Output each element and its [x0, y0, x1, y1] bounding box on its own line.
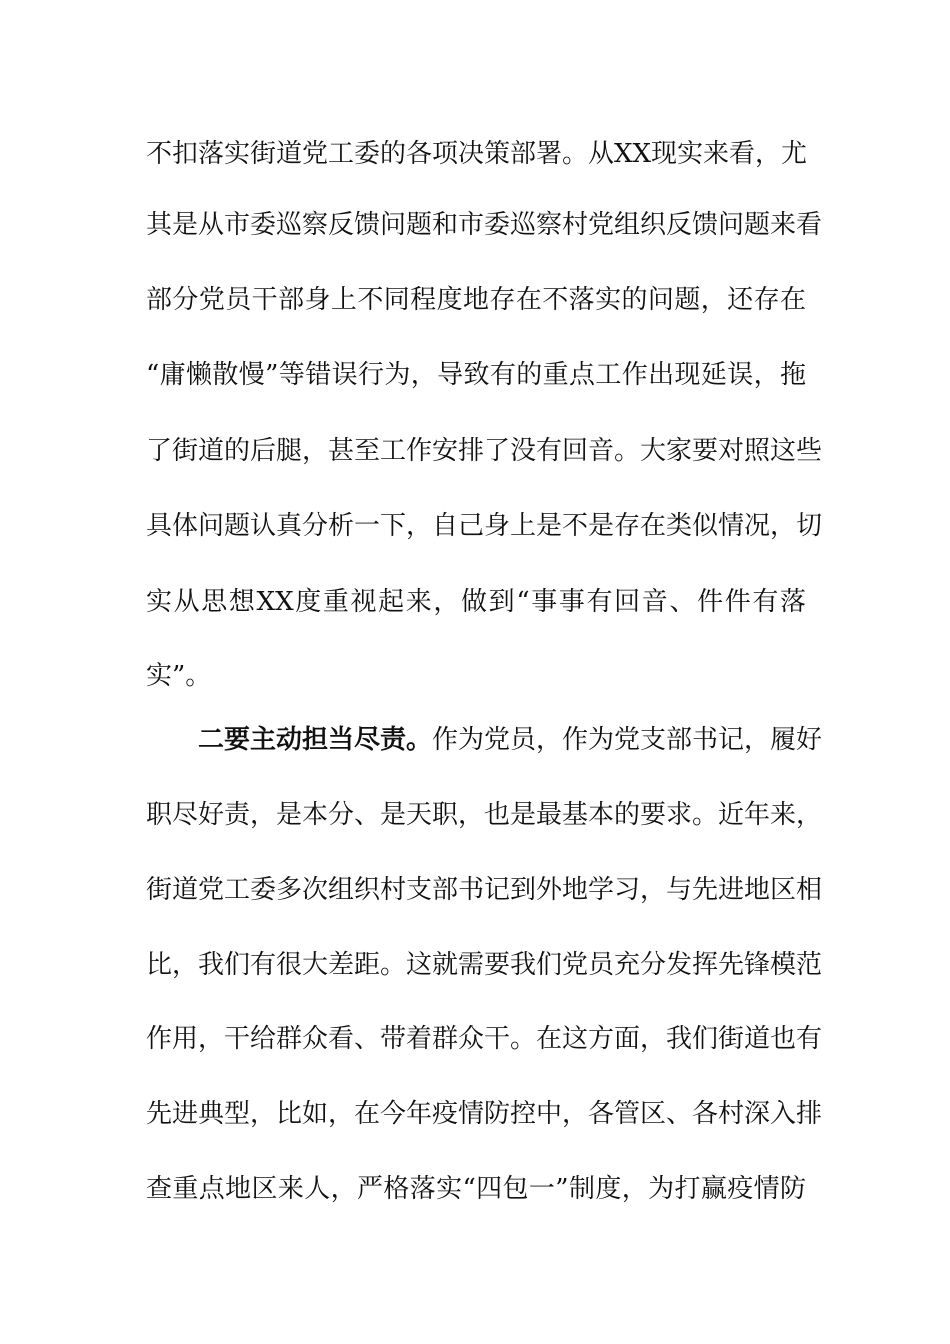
paragraph-line: 先进典型，比如，在今年疫情防控中，各管区、各村深入排	[146, 1099, 823, 1129]
paragraph-line: 了街道的后腿，甚至工作安排了没有回音。大家要对照这些	[146, 436, 823, 466]
paragraph-line: 职尽好责，是本分、是天职，也是最基本的要求。近年来，	[146, 800, 823, 830]
paragraph-line: 不扣落实街道党工委的各项决策部署。从XX现实来看，尤	[146, 139, 808, 169]
paragraph-line: 具体问题认真分析一下，自己身上是不是存在类似情况，切	[146, 511, 823, 541]
paragraph-line: 实”。	[146, 661, 212, 691]
paragraph-line: 作用，干给群众看、带着群众干。在这方面，我们街道也有	[146, 1024, 823, 1054]
paragraph-text: 作为党员，作为党支部书记，履好	[432, 725, 823, 755]
paragraph-line: 部分党员干部身上不同程度地存在不落实的问题，还存在	[146, 285, 806, 315]
paragraph-line: “庸懒散慢”等错误行为，导致有的重点工作出现延误，拖	[146, 360, 806, 390]
section-heading: 二要主动担当尽责。	[198, 725, 433, 755]
paragraph-line: 其是从市委巡察反馈问题和市委巡察村党组织反馈问题来看	[146, 210, 823, 240]
paragraph-line: 街道党工委多次组织村支部书记到外地学习，与先进地区相	[146, 875, 823, 905]
paragraph-line: 比，我们有很大差距。这就需要我们党员充分发挥先锋模范	[146, 950, 823, 980]
paragraph-first-line	[198, 720, 823, 760]
paragraph-line: 实从思想XX度重视起来，做到“事事有回音、件件有落	[146, 587, 806, 617]
paragraph-line: 查重点地区来人，严格落实“四包一”制度，为打赢疫情防	[146, 1174, 806, 1204]
